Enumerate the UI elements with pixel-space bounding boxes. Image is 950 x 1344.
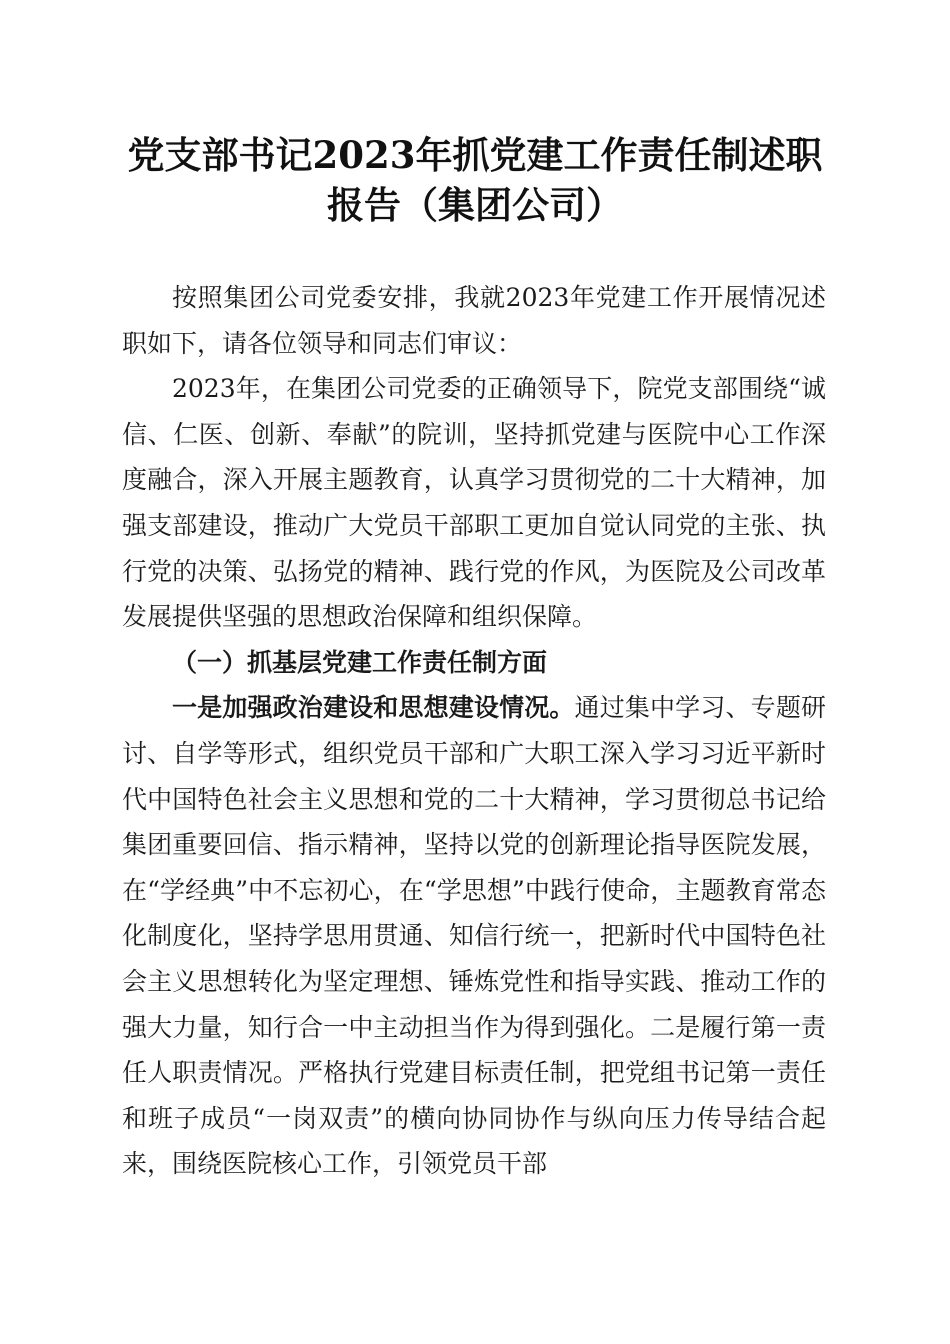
- document-body: [122, 275, 826, 1187]
- paragraph-lead: 一是加强政治建设和思想建设情况。: [172, 693, 575, 723]
- intro-paragraph: 按照集团公司党委安排，我就2023年党建工作开展情况述职如下，请各位领导和同志们审议：: [122, 283, 826, 358]
- section-heading: （一）抓基层党建工作责任制方面: [172, 647, 548, 677]
- page-title: 党支部书记2023年抓党建工作责任制述职报告（集团公司）: [127, 133, 823, 227]
- section-paragraph: [122, 685, 826, 1187]
- paragraph-body: 通过集中学习、专题研讨、自学等形式，组织党员干部和广大职工深入学习习近平新时代中国特色社会主义思想和党的二十大精神，学习贯彻总书记给集团重要回信、指示精神，坚持以党的创新理论指导医院发展，在“学经典”中不忘初心，在“学思想”中践行使命，主题教育常态化制度化，坚持学思用贯通、知信行统一，把新时代中国特色社会主义思想转化为坚定理想、锤炼党性和指导实践、推动工作的强大力量，知行合一中主动担当作为得到强化。二是履行第一责任人职责情况。严格执行党建目标责任制，把党组书记第一责任和班子成员“一岗双责”的横向协同协作与纵向压力传导结合起来，围绕医院核心工作，引领党员干部: [122, 693, 826, 1179]
- overview-paragraph: 2023年，在集团公司党委的正确领导下，院党支部围绕“诚信、仁医、创新、奉献”的院训，坚持抓党建与医院中心工作深度融合，深入开展主题教育，认真学习贯彻党的二十大精神，加强支部建设，推动广大党员干部职工更加自觉认同党的主张、执行党的决策、弘扬党的精神、践行党的作风，为医院及公司改革发展提供坚强的思想政治保障和组织保障。: [122, 374, 826, 632]
